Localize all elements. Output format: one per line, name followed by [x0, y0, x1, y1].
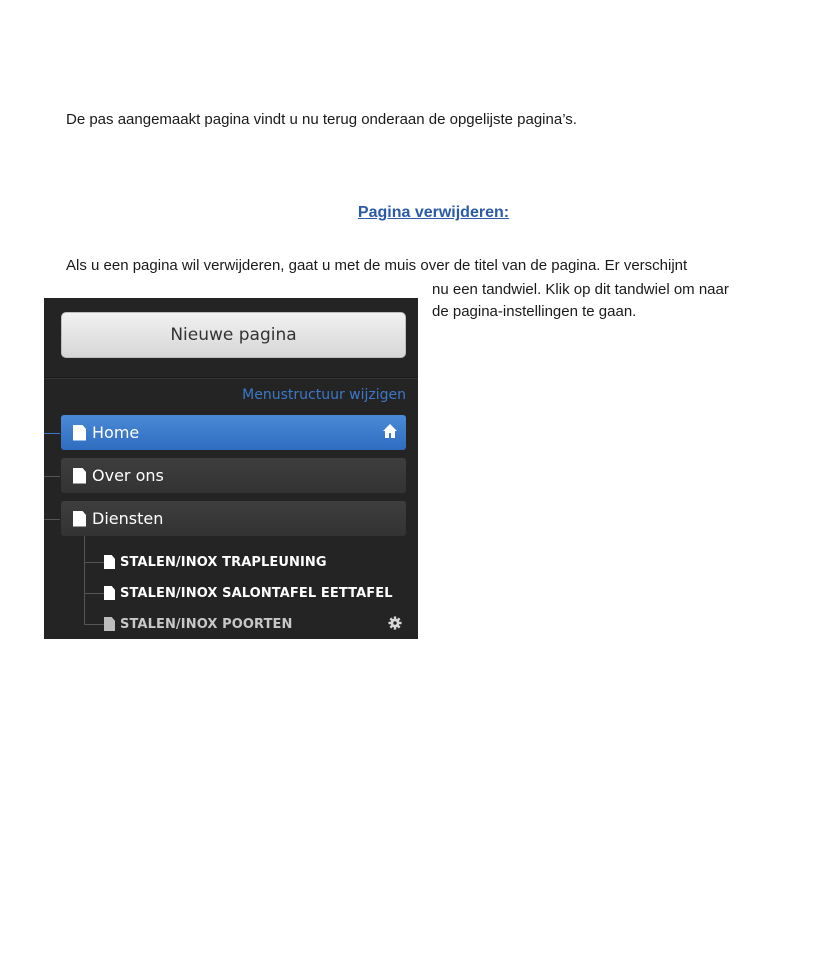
- divider: [44, 378, 418, 379]
- tree-branch: [84, 593, 104, 594]
- page-item-home[interactable]: [61, 415, 406, 450]
- gear-icon[interactable]: [388, 616, 402, 630]
- home-icon: [382, 423, 398, 439]
- page-icon: [73, 468, 86, 484]
- instruction-line-3: de pagina-instellingen te gaan.: [432, 303, 637, 320]
- page-item-label: Diensten: [92, 509, 164, 528]
- subpage-item[interactable]: [84, 550, 327, 574]
- instruction-line-1: Als u een pagina wil verwijderen, gaat u met de muis over de titel van de pagina. Er verschijnt: [66, 257, 688, 274]
- section-heading: Pagina verwijderen:: [357, 204, 510, 221]
- page-icon: [104, 555, 115, 569]
- instruction-line-2: nu een tandwiel. Klik op dit tandwiel om naar: [432, 281, 729, 298]
- page-item-over-ons[interactable]: [61, 458, 406, 493]
- subpage-label: STALEN/INOX TRAPLEUNING: [120, 554, 327, 570]
- page-icon: [73, 425, 86, 441]
- cms-screenshot-panel: [44, 298, 418, 639]
- subpage-label: STALEN/INOX SALONTAFEL EETTAFEL: [120, 585, 393, 601]
- tree-connector: [44, 519, 60, 520]
- page-icon: [73, 511, 86, 527]
- page-item-label: Over ons: [92, 466, 164, 485]
- tree-connector: [44, 476, 60, 477]
- tree-branch: [84, 562, 104, 563]
- edit-menu-structure-link[interactable]: Menustructuur wijzigen: [242, 387, 406, 403]
- tree-branch: [84, 624, 104, 625]
- subpage-item[interactable]: [84, 612, 293, 636]
- page-item-label: Home: [92, 423, 140, 442]
- page-icon: [104, 617, 115, 631]
- page-icon: [104, 586, 115, 600]
- instruction-continuation: [432, 279, 729, 323]
- new-page-button[interactable]: Nieuwe pagina: [61, 312, 406, 358]
- page-item-diensten[interactable]: [61, 501, 406, 536]
- tree-connector: [44, 433, 60, 434]
- intro-paragraph: De pas aangemaakt pagina vindt u nu terug onderaan de opgelijste pagina’s.: [66, 111, 577, 128]
- subpage-item[interactable]: [84, 581, 393, 605]
- subpage-label: STALEN/INOX POORTEN: [120, 616, 293, 632]
